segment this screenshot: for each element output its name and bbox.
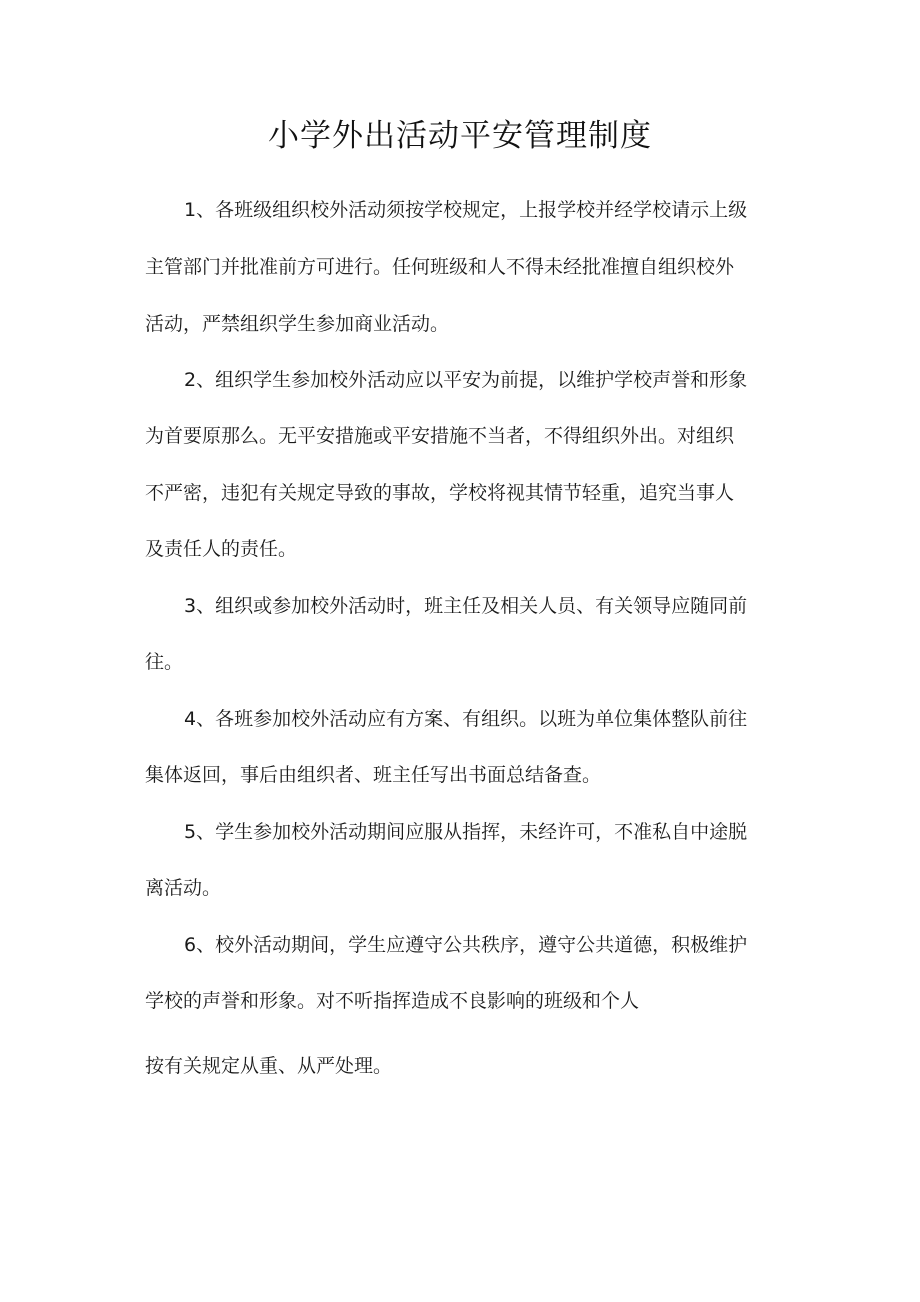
paragraph-1-line-2: 主管部门并批准前方可进行。任何班级和人不得未经批准擅自组织校外	[145, 256, 735, 278]
paragraph-2-line-3: 不严密，违犯有关规定导致的事故，学校将视其情节轻重，追究当事人	[145, 482, 735, 504]
paragraph-1-line-3: 活动，严禁组织学生参加商业活动。	[145, 313, 450, 335]
paragraph-2-line-4: 及责任人的责任。	[145, 538, 298, 560]
paragraph-3-line-1: 3、组织或参加校外活动时，班主任及相关人员、有关领导应随同前	[184, 595, 748, 617]
paragraph-2-line-1: 2、组织学生参加校外活动应以平安为前提，以维护学校声誉和形象	[184, 369, 748, 391]
paragraph-2-line-2: 为首要原那么。无平安措施或平安措施不当者，不得组织外出。对组织	[145, 425, 735, 447]
paragraph-5-line-1: 5、学生参加校外活动期间应服从指挥，未经许可，不准私自中途脱	[184, 821, 748, 843]
document-title: 小学外出活动平安管理制度	[268, 118, 652, 154]
paragraph-5-line-2: 离活动。	[145, 877, 222, 899]
paragraph-4-line-1: 4、各班参加校外活动应有方案、有组织。以班为单位集体整队前往	[184, 708, 748, 730]
paragraph-3-line-2: 往。	[145, 651, 184, 673]
paragraph-6-line-3: 按有关规定从重、从严处理。	[145, 1055, 393, 1077]
paragraph-4-line-2: 集体返回，事后由组织者、班主任写出书面总结备查。	[145, 764, 602, 786]
paragraph-6-line-2: 学校的声誉和形象。对不听指挥造成不良影响的班级和个人	[145, 990, 640, 1012]
paragraph-6-line-1: 6、校外活动期间，学生应遵守公共秩序，遵守公共道德，积极维护	[184, 934, 748, 956]
paragraph-1-line-1: 1、各班级组织校外活动须按学校规定，上报学校并经学校请示上级	[184, 199, 748, 221]
